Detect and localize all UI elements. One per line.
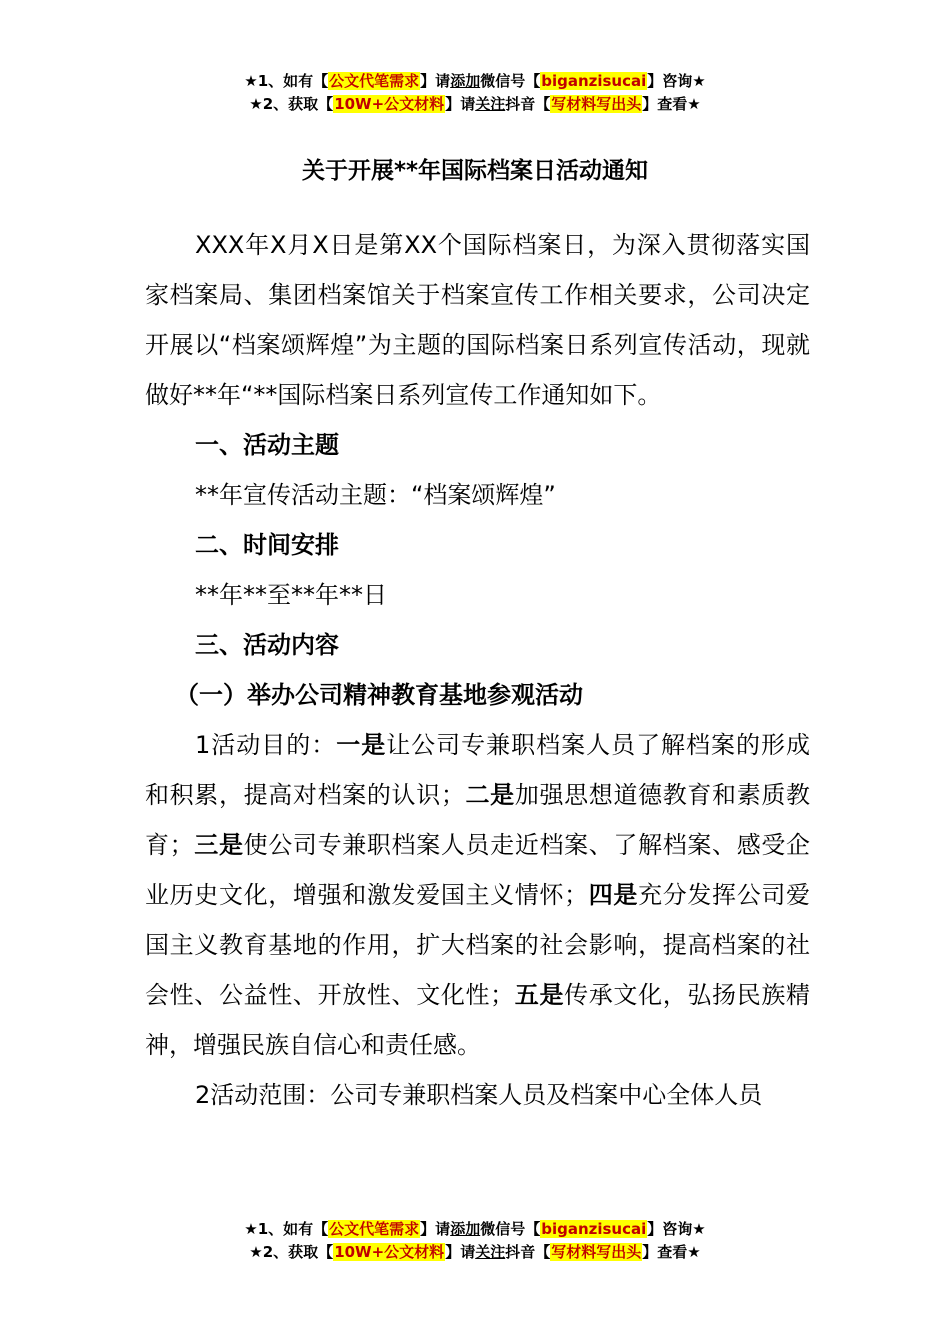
highlight-service: 公文代笔需求 xyxy=(329,1220,420,1238)
banner-line-2: ★2、获取【10W+公文材料】请关注抖音【写材料写出头】查看★ xyxy=(249,1243,701,1261)
highlight-service: 公文代笔需求 xyxy=(329,72,420,90)
section-heading-schedule: 二、时间安排 xyxy=(195,531,339,559)
subsection-heading: （一）举办公司精神教育基地参观活动 xyxy=(175,681,583,709)
highlight-douyin-account: 写材料写出头 xyxy=(551,1243,642,1261)
purpose-paragraph: 1活动目的：一是让公司专兼职档案人员了解档案的形成和积累，提高对档案的认识；二是加强思想道德教育和素质教育；三是使公司专兼职档案人员走近档案、了解档案、感受企业历史文化，增强和激发爱国主义情怀；四是充分发挥公司爱国主义教育基地的作用，扩大档案的社会影响，提高档案的社会性、公益性、开放性、文化性；五是传承文化，弘扬民族精神，增强民族自信心和责任感。 xyxy=(145,731,811,1059)
intro-paragraph: XXX年X月X日是第XX个国际档案日，为深入贯彻落实国家档案局、集团档案馆关于档案宣传工作相关要求，公司决定开展以“档案颂辉煌”为主题的国际档案日系列宣传活动，现就做好**年“**国际档案日系列宣传工作通知如下。 xyxy=(145,231,810,409)
banner-line-1: ★1、如有【公文代笔需求】请添加微信号【biganzisucai】咨询★ xyxy=(244,72,706,90)
section-heading-theme: 一、活动主题 xyxy=(195,431,339,459)
footer-banner xyxy=(0,1218,950,1264)
highlight-materials: 10W+公文材料 xyxy=(334,95,445,113)
banner-line-2: ★2、获取【10W+公文材料】请关注抖音【写材料写出头】查看★ xyxy=(249,95,701,113)
header-banner xyxy=(0,70,950,116)
section-text-schedule: **年**至**年**日 xyxy=(195,581,387,609)
document-title: 关于开展**年国际档案日活动通知 xyxy=(301,158,649,184)
section-heading-content: 三、活动内容 xyxy=(195,631,339,659)
section-text-theme: **年宣传活动主题：“档案颂辉煌” xyxy=(195,481,556,509)
highlight-douyin-account: 写材料写出头 xyxy=(551,95,642,113)
highlight-wechat-id: biganzisucai xyxy=(541,72,647,90)
banner-line-1: ★1、如有【公文代笔需求】请添加微信号【biganzisucai】咨询★ xyxy=(244,1220,706,1238)
document-body xyxy=(145,220,810,1120)
highlight-wechat-id: biganzisucai xyxy=(541,1220,647,1238)
scope-paragraph: 2活动范围：公司专兼职档案人员及档案中心全体人员 xyxy=(195,1081,763,1109)
highlight-materials: 10W+公文材料 xyxy=(334,1243,445,1261)
